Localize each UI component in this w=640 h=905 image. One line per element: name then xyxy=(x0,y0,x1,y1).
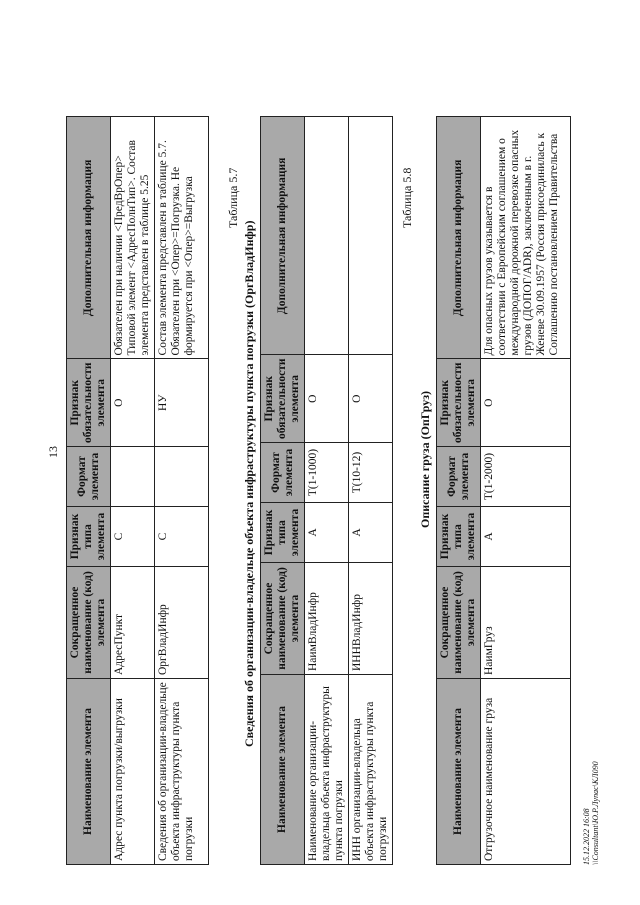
header-format: Формат элемента xyxy=(67,447,111,507)
header-info: Дополнительная информация xyxy=(261,117,305,355)
header-code: Сокращенное наименование (код) элемента xyxy=(67,567,111,679)
header-name: Наименование элемента xyxy=(67,679,111,865)
cell-format: T(10-12) xyxy=(349,443,393,503)
cell-required: НУ xyxy=(155,359,209,447)
cell-required: О xyxy=(305,355,349,443)
footer-timestamp: 15.12.2022 16:08 xyxy=(582,808,591,865)
table-header-row xyxy=(261,117,305,865)
table-address xyxy=(66,116,209,865)
cell-format xyxy=(155,447,209,507)
header-name: Наименование элемента xyxy=(437,679,481,865)
cell-code: НаимВладИнфр xyxy=(305,563,349,675)
cell-required: О xyxy=(111,359,155,447)
cell-type: С xyxy=(155,507,209,567)
cell-name: Адрес пункта погрузки/выгрузки xyxy=(111,679,155,865)
cell-info xyxy=(349,117,393,355)
header-format: Формат элемента xyxy=(261,443,305,503)
header-required: Признак обязательности элемента xyxy=(261,355,305,443)
cell-type: А xyxy=(305,503,349,563)
table-row xyxy=(481,117,571,865)
footer-path: \\Consultant\Ю.Р.Лупас\КЛ090 xyxy=(591,761,600,865)
cell-type: А xyxy=(349,503,393,563)
cell-info: Для опасных грузов указывается в соответствии с Европейским соглашением о международной дорожной перевозке опасных грузов (ДОПОГ/ADR), заключенным в г. Женеве 30.09.1957 (Россия присоединилась к Соглашению постановлением Правительства xyxy=(481,117,571,359)
header-type: Признак типа элемента xyxy=(67,507,111,567)
table-owner-org xyxy=(260,116,393,865)
header-required: Признак обязательности элемента xyxy=(67,359,111,447)
cell-code: АдресПункт xyxy=(111,567,155,679)
cell-info: Обязателен при наличии <ПредВрОпер> Типовой элемент <АдресПолнТип>. Состав элемента представлен в таблице 5.25 xyxy=(111,117,155,359)
table-5-8-label: Таблица 5.8 xyxy=(400,167,414,228)
header-info: Дополнительная информация xyxy=(437,117,481,359)
header-format: Формат элемента xyxy=(437,447,481,507)
cell-required: О xyxy=(481,359,571,447)
cell-format xyxy=(111,447,155,507)
cell-name: ИНН организации-владельца объекта инфраструктуры пункта погрузки xyxy=(349,675,393,865)
header-type: Признак типа элемента xyxy=(261,503,305,563)
table-5-7-title: Сведения об организации-владельце объекта инфраструктуры пункта погрузки (ОргВладИнфр) xyxy=(242,220,256,747)
cell-format: T(1-2000) xyxy=(481,447,571,507)
cell-format: T(1-1000) xyxy=(305,443,349,503)
cell-name: Наименование организации-владельца объекта инфраструктуры пункта погрузки xyxy=(305,675,349,865)
cell-code: ИННВладИнфр xyxy=(349,563,393,675)
cell-name: Отгрузочное наименование груза xyxy=(481,679,571,865)
header-info: Дополнительная информация xyxy=(67,117,111,359)
cell-type: С xyxy=(111,507,155,567)
cell-code: НаимГруз xyxy=(481,567,571,679)
cell-info: Состав элемента представлен в таблице 5.7. Обязателен при <Опер>=Погрузка. Не формируется при <Опер>=Выгрузка xyxy=(155,117,209,359)
table-header-row xyxy=(67,117,111,865)
cell-info xyxy=(305,117,349,355)
cell-required: О xyxy=(349,355,393,443)
table-row xyxy=(349,117,393,865)
cell-type: А xyxy=(481,507,571,567)
header-type: Признак типа элемента xyxy=(437,507,481,567)
table-row xyxy=(111,117,155,865)
table-row xyxy=(305,117,349,865)
cell-name: Сведения об организации-владельце объекта инфраструктуры пункта погрузки xyxy=(155,679,209,865)
header-code: Сокращенное наименование (код) элемента xyxy=(437,567,481,679)
cell-code: ОргВладИнфр xyxy=(155,567,209,679)
table-row xyxy=(155,117,209,865)
page-number: 13 xyxy=(46,446,60,458)
header-required: Признак обязательности элемента xyxy=(437,359,481,447)
table-5-8-title: Описание груза (ОпГруз) xyxy=(418,390,432,528)
table-5-7-label: Таблица 5.7 xyxy=(226,167,240,228)
header-code: Сокращенное наименование (код) элемента xyxy=(261,563,305,675)
table-header-row xyxy=(437,117,481,865)
table-cargo xyxy=(436,116,571,865)
header-name: Наименование элемента xyxy=(261,675,305,865)
